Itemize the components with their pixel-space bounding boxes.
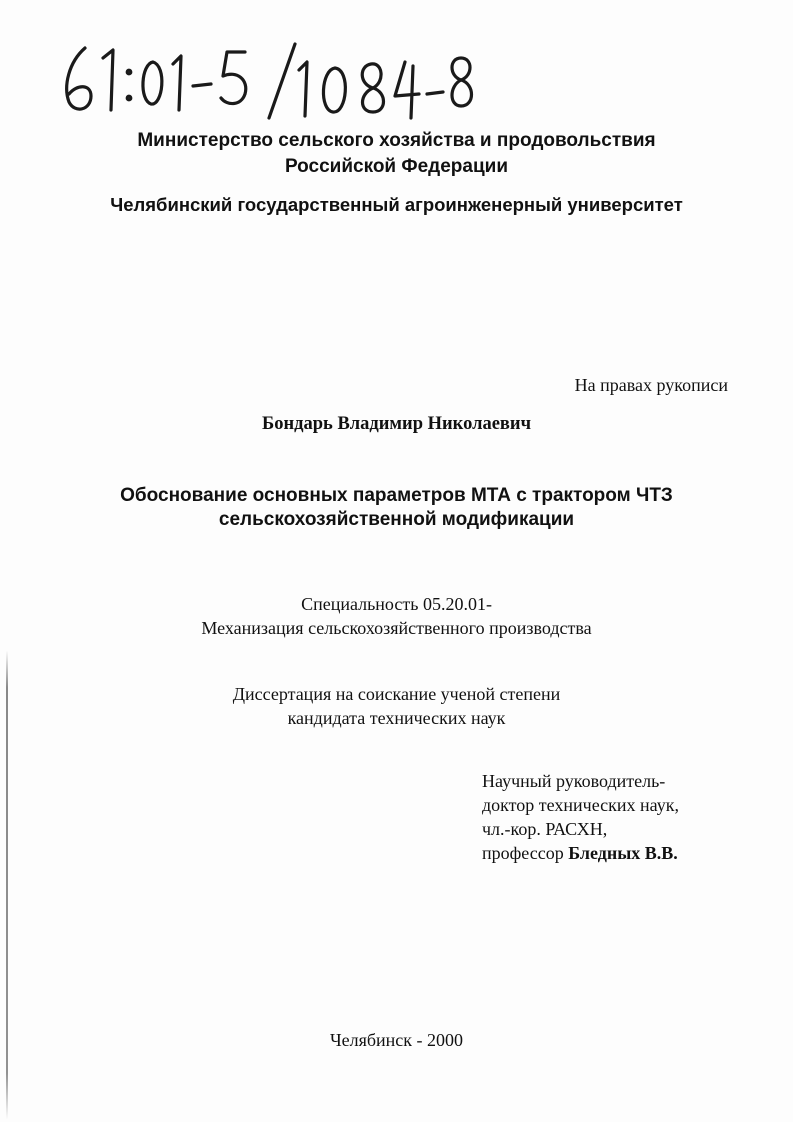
dissertation-line-2: кандидата технических наук: [287, 708, 506, 728]
dissertation-degree-block: [0, 682, 793, 730]
handwritten-archive-code-drawing: [55, 40, 475, 120]
specialty-block: [0, 592, 793, 640]
supervisor-block: [482, 769, 679, 865]
title-line-1: Обоснование основных параметров МТА с трактором ЧТЗ: [120, 485, 673, 506]
supervisor-line-3: чл.-кор. РАСХН,: [482, 819, 608, 839]
supervisor-line-4: [482, 841, 679, 865]
manuscript-note: На правах рукописи: [574, 375, 728, 395]
supervisor-line-2: доктор технических наук,: [482, 795, 679, 815]
specialty-line-1: Специальность 05.20.01-: [301, 594, 492, 614]
supervisor-name: Бледных В.В.: [568, 843, 678, 863]
dissertation-line-1: Диссертация на соискание ученой степени: [232, 684, 561, 704]
handwritten-archive-code: [55, 40, 475, 120]
author-name: Бондарь Владимир Николаевич: [262, 414, 531, 434]
university-heading: Челябинский государственный агроинженерный университет: [110, 194, 683, 215]
title-line-2: сельскохозяйственной модификации: [218, 509, 575, 530]
supervisor-title-prefix: профессор: [482, 843, 569, 863]
dissertation-title: [0, 484, 793, 532]
ministry-line-2: Российской Федерации: [284, 156, 509, 177]
ministry-heading: [0, 128, 793, 180]
city-year: Челябинск - 2000: [329, 1030, 464, 1050]
ministry-line-1: Министерство сельского хозяйства и продовольствия: [137, 130, 656, 151]
supervisor-line-1: Научный руководитель-: [482, 771, 666, 791]
specialty-line-2: Механизация сельскохозяйственного производства: [201, 618, 592, 638]
